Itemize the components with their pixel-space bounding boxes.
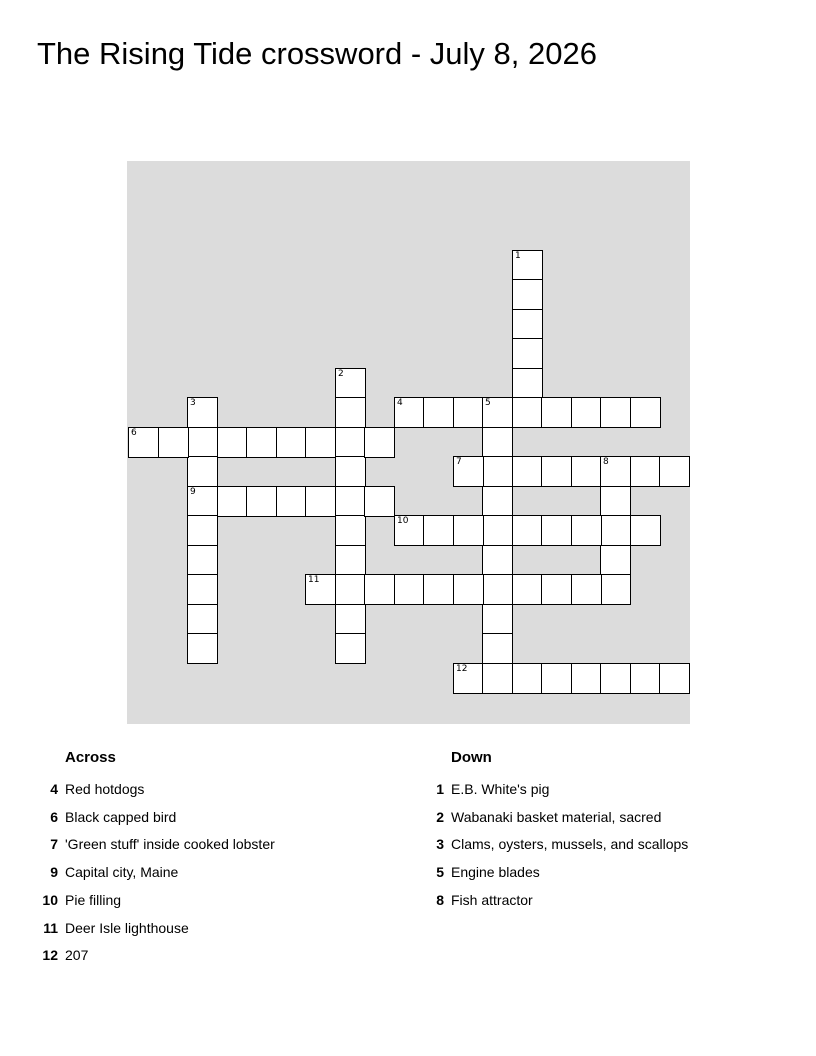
grid-cell[interactable] (305, 427, 336, 458)
across-clue (50, 862, 179, 882)
grid-cell[interactable] (335, 545, 366, 576)
clue-text: Black capped bird (65, 808, 177, 825)
grid-cell[interactable] (541, 397, 572, 428)
down-clue (436, 779, 550, 799)
grid-cell[interactable] (600, 545, 631, 576)
clue-text: Clams, oysters, mussels, and scallops (451, 836, 689, 853)
grid-cell[interactable] (394, 574, 425, 605)
grid-cell[interactable] (512, 309, 543, 340)
clue-number: 7 (50, 836, 58, 853)
clue-text: Pie filling (65, 891, 122, 908)
grid-cell[interactable] (482, 604, 513, 635)
grid-cell[interactable] (276, 486, 307, 517)
down-clue (436, 834, 689, 854)
cell-number: 1 (515, 251, 521, 261)
grid-cell[interactable] (482, 456, 513, 487)
grid-cell[interactable] (394, 515, 425, 546)
clue-text: 207 (65, 947, 89, 964)
grid-cell[interactable] (630, 663, 661, 694)
grid-cell[interactable] (512, 368, 543, 399)
grid-cell[interactable] (187, 545, 218, 576)
grid-cell[interactable] (187, 604, 218, 635)
grid-cell[interactable] (305, 574, 336, 605)
grid-cell[interactable] (630, 397, 661, 428)
grid-cell[interactable] (482, 574, 513, 605)
grid-cell[interactable] (187, 397, 218, 428)
grid-cell[interactable] (512, 574, 543, 605)
cell-number: 4 (397, 398, 403, 408)
grid-cell[interactable] (335, 604, 366, 635)
grid-cell[interactable] (158, 427, 189, 458)
cell-number: 11 (308, 575, 320, 585)
grid-cell[interactable] (423, 397, 454, 428)
clue-text: Wabanaki basket material, sacred (451, 808, 662, 825)
grid-cell[interactable] (571, 456, 602, 487)
clue-text: Fish attractor (451, 891, 533, 908)
grid-cell[interactable] (364, 574, 395, 605)
clue-text: Engine blades (451, 864, 540, 881)
grid-cell[interactable] (600, 486, 631, 517)
grid-cell[interactable] (571, 574, 602, 605)
grid-cell[interactable] (187, 574, 218, 605)
across-clue (50, 807, 177, 827)
grid-cell[interactable] (600, 456, 631, 487)
across-clue (42, 890, 122, 910)
grid-cell[interactable] (541, 663, 572, 694)
clue-number: 2 (436, 808, 444, 825)
grid-cell[interactable] (246, 427, 277, 458)
grid-cell[interactable] (482, 397, 513, 428)
clue-number: 5 (436, 864, 444, 881)
grid-cell[interactable] (187, 515, 218, 546)
clue-number: 8 (436, 891, 444, 908)
grid-cell[interactable] (541, 574, 572, 605)
grid-cell[interactable] (128, 427, 159, 458)
grid-cell[interactable] (335, 574, 366, 605)
grid-cell[interactable] (453, 663, 484, 694)
grid-cell[interactable] (453, 456, 484, 487)
grid-cell[interactable] (512, 279, 543, 310)
grid-cell[interactable] (482, 515, 513, 546)
grid-cell[interactable] (571, 663, 602, 694)
grid-cell[interactable] (482, 427, 513, 458)
grid-cell[interactable] (335, 486, 366, 517)
cell-number: 9 (190, 487, 196, 497)
grid-cell[interactable] (217, 486, 248, 517)
grid-cell[interactable] (187, 633, 218, 664)
grid-cell[interactable] (600, 397, 631, 428)
grid-cell[interactable] (394, 397, 425, 428)
grid-cell[interactable] (512, 663, 543, 694)
grid-cell[interactable] (512, 397, 543, 428)
grid-cell[interactable] (453, 515, 484, 546)
grid-cell[interactable] (630, 515, 661, 546)
clue-text: 'Green stuff' inside cooked lobster (65, 836, 275, 853)
grid-cell[interactable] (453, 574, 484, 605)
down-heading: Down (451, 749, 492, 766)
cell-number: 6 (131, 428, 137, 438)
down-clue (436, 890, 533, 910)
across-clue (42, 945, 89, 965)
grid-cell[interactable] (512, 456, 543, 487)
grid-cell[interactable] (335, 515, 366, 546)
clue-number: 3 (436, 836, 444, 853)
grid-cell[interactable] (512, 515, 543, 546)
grid-cell[interactable] (364, 427, 395, 458)
grid-cell[interactable] (246, 486, 277, 517)
grid-cell[interactable] (335, 633, 366, 664)
across-heading: Across (65, 749, 116, 766)
clue-text: E.B. White's pig (451, 781, 550, 797)
clue-number: 4 (50, 781, 58, 797)
grid-cell[interactable] (335, 368, 366, 399)
grid-cell[interactable] (630, 456, 661, 487)
grid-cell[interactable] (600, 574, 631, 605)
grid-cell[interactable] (217, 427, 248, 458)
down-clue (436, 807, 662, 827)
clue-number: 11 (43, 919, 58, 936)
grid-cell[interactable] (571, 515, 602, 546)
cell-number: 3 (190, 398, 196, 408)
grid-cell[interactable] (482, 545, 513, 576)
grid-cell[interactable] (600, 515, 631, 546)
clue-number: 6 (50, 808, 58, 825)
crossword-grid (127, 161, 690, 724)
grid-cell[interactable] (512, 250, 543, 281)
clue-number: 9 (50, 864, 58, 881)
across-clue (50, 779, 145, 799)
clue-text: Red hotdogs (65, 781, 145, 797)
grid-cell[interactable] (335, 427, 366, 458)
grid-cell[interactable] (659, 663, 690, 694)
grid-cell[interactable] (187, 456, 218, 487)
cell-number: 2 (338, 369, 344, 379)
grid-cell[interactable] (187, 486, 218, 517)
cell-number: 12 (456, 664, 468, 674)
down-clue (436, 862, 540, 882)
grid-cell[interactable] (335, 397, 366, 428)
grid-cell[interactable] (482, 486, 513, 517)
grid-cell[interactable] (482, 633, 513, 664)
page-title: The Rising Tide crossword - July 8, 2026 (37, 36, 597, 71)
grid-cell[interactable] (482, 663, 513, 694)
grid-cell[interactable] (541, 515, 572, 546)
grid-cell[interactable] (364, 486, 395, 517)
grid-cell[interactable] (276, 427, 307, 458)
grid-cell[interactable] (512, 338, 543, 369)
grid-cell[interactable] (600, 663, 631, 694)
grid-cell[interactable] (335, 456, 366, 487)
grid-cell[interactable] (453, 397, 484, 428)
grid-cell[interactable] (305, 486, 336, 517)
grid-cell[interactable] (423, 515, 454, 546)
grid-cell[interactable] (423, 574, 454, 605)
grid-cell[interactable] (541, 456, 572, 487)
cell-number: 8 (603, 457, 609, 467)
clue-number: 12 (42, 947, 58, 964)
grid-cell[interactable] (571, 397, 602, 428)
clue-number: 1 (436, 781, 444, 797)
cell-number: 7 (456, 457, 462, 467)
across-clue (43, 918, 189, 938)
cell-number: 10 (397, 516, 409, 526)
clue-text: Deer Isle lighthouse (65, 919, 189, 936)
clue-text: Capital city, Maine (65, 864, 179, 881)
grid-cell[interactable] (659, 456, 690, 487)
grid-cell[interactable] (187, 427, 218, 458)
across-clue (50, 834, 275, 854)
clue-number: 10 (42, 891, 58, 908)
cell-number: 5 (485, 398, 491, 408)
